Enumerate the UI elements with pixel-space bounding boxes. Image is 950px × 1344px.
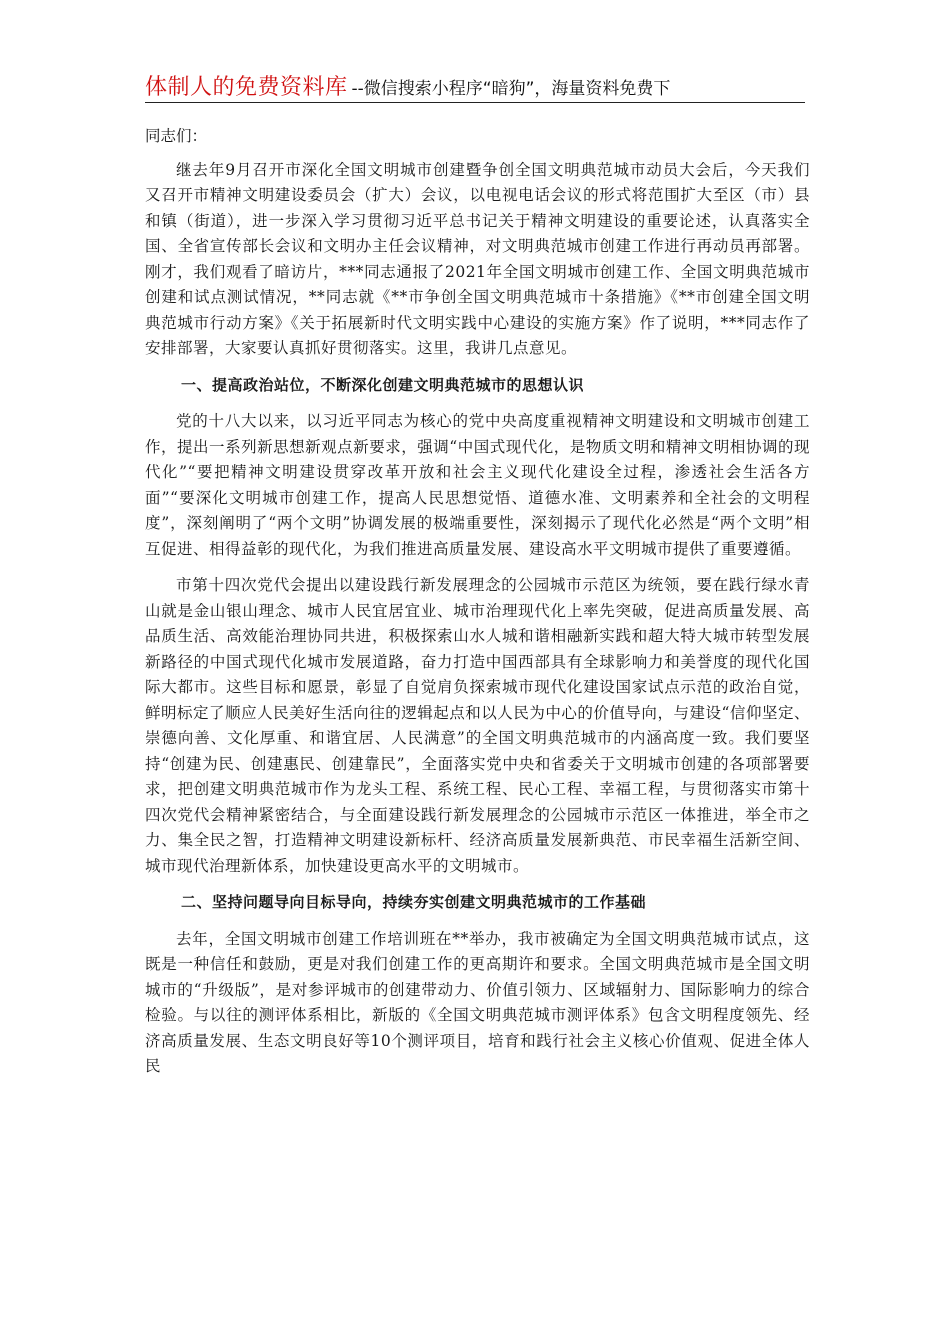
salutation: 同志们： (145, 127, 208, 145)
section-heading-1: 一、提高政治站位，不断深化创建文明典范城市的思想认识 (181, 375, 585, 394)
section-heading-2: 二、坚持问题导向目标导向，持续夯实创建文明典范城市的工作基础 (181, 893, 647, 911)
opening-paragraph: 继去年9月召开市深化全国文明城市创建暨争创全国文明典范城市动员大会后，今天我们又召开市精神文明建设委员会（扩大）会议，以电视电话会议的形式将范围扩大至区（市）县和镇（街道），进一步深入学习贯彻习近平总书记关于精神文明建设的重要论述，认真落实全国、全省宣传部长会议和文明办主任会议精神，对文明典范城市创建工作进行再动员再部署。刚才，我们观看了暗访片，***同志通报了2021年全国文明城市创建工作、全国文明典范城市创建和试点测试情况，**同志就《**市争创全国文明典范城市十条措施》《**市创建全国文明典范城市行动方案》《关于拓展新时代文明实践中心建设的实施方案》作了说明，***同志作了安排部署，大家要认真抓好贯彻落实。这里，我讲几点意见。 (145, 160, 810, 357)
document-body (145, 124, 810, 1091)
header-brand: 体制人的免费资料库 (145, 75, 348, 100)
section1-paragraph-1: 党的十八大以来，以习近平同志为核心的党中央高度重视精神文明建设和文明城市创建工作，提出一系列新思想新观点新要求，强调“中国式现代化，是物质文明和精神文明相协调的现代化”“要把精神文明建设贯穿改革开放和社会主义现代化建设全过程，渗透社会生活各方面”“要深化文明城市创建工作，提高人民思想觉悟、道德水准、文明素养和全社会的文明程度”，深刻阐明了“两个文明”协调发展的极端重要性，深刻揭示了现代化必然是“两个文明”相互促进、相得益彰的现代化，为我们推进高质量发展、建设高水平文明城市提供了重要遵循。 (145, 412, 810, 558)
section1-paragraph-2: 市第十四次党代会提出以建设践行新发展理念的公园城市示范区为统领，要在践行绿水青山就是金山银山理念、城市人民宜居宜业、城市治理现代化上率先突破，促进高质量发展、高品质生活、高效能治理协同共进，积极探索山水人城和谐相融新实践和超大特大城市转型发展新路径的中国式现代化城市发展道路，奋力打造中国西部具有全球影响力和美誉度的现代化国际大都市。这些目标和愿景，彰显了自觉肩负探索城市现代化建设国家试点示范的政治自觉，鲜明标定了顺应人民美好生活向往的逻辑起点和以人民为中心的价值导向，与建设“信仰坚定、崇德向善、文化厚重、和谐宜居、人民满意”的全国文明典范城市的内涵高度一致。我们要坚持“创建为民、创建惠民、创建靠民”，全面落实党中央和省委关于文明城市创建的各项部署要求，把创建文明典范城市作为龙头工程、系统工程、民心工程、幸福工程，与贯彻落实市第十四次党代会精神紧密结合，与全面建设践行新发展理念的公园城市示范区一体推进，举全市之力、集全民之智，打造精神文明建设新标杆、经济高质量发展新典范、市民幸福生活新空间、城市现代治理新体系，加快建设更高水平的文明城市。 (145, 576, 810, 875)
header-divider (145, 102, 805, 103)
header-tagline: --微信搜索小程序“暗狗”，海量资料免费下 (351, 79, 671, 99)
page-header (145, 70, 805, 102)
section2-paragraph-1: 去年，全国文明城市创建工作培训班在**举办，我市被确定为全国文明典范城市试点，这既是一种信任和鼓励，更是对我们创建工作的更高期许和要求。全国文明典范城市是全国文明城市的“升级版”，是对参评城市的创建带动力、价值引领力、区域辐射力、国际影响力的综合检验。与以往的测评体系相比，新版的《全国文明典范城市测评体系》包含文明程度领先、经济高质量发展、生态文明良好等10个测评项目，培育和践行社会主义核心价值观、促进全体人民 (145, 929, 810, 1075)
